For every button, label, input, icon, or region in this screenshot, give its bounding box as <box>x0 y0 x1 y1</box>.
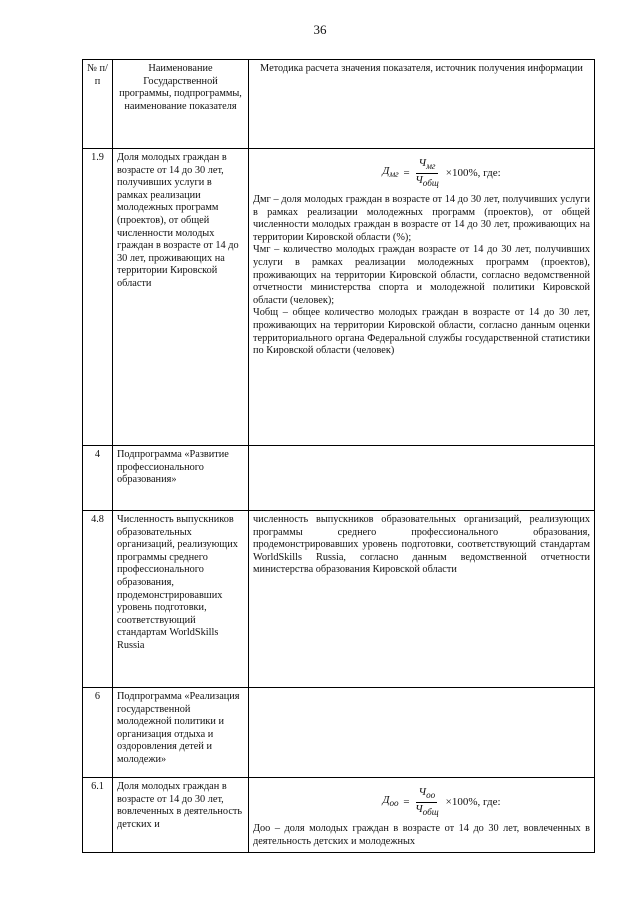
row-indicator-name: Доля молодых граждан в возрасте от 14 до 30 лет, вовлеченных в деятельность детских и <box>113 778 249 853</box>
row-method <box>249 778 595 853</box>
formula <box>293 787 590 817</box>
formula-rest: ×100%, где: <box>445 166 501 179</box>
table-row <box>83 511 595 688</box>
definition-paragraph: Чмг – количество молодых граждан возрасте от 14 до 30 лет, получивших услуги в рамках реализации молодежных программ (проектов), проживающих на территории Кировской области, согласно ведомственной отчетности министерства спорта и молодежной политики Кировской области (человек); <box>253 244 590 306</box>
row-indicator-name: Подпрограмма «Развитие профессионального образования» <box>113 446 249 511</box>
formula-lhs: $Д_{оо}$ <box>382 794 399 809</box>
formula-fraction: $\frac{Ч_{оо}}{Ч_{общ}}$ <box>415 786 439 817</box>
row-indicator-name: Подпрограмма «Реализация государственной молодежной политики и организация отдыха и оздоровления детей и молодежи» <box>113 688 249 778</box>
table-header-row <box>83 60 595 149</box>
row-method <box>249 688 595 778</box>
definition-paragraph: Чобщ – общее количество молодых граждан в возрасте от 14 до 30 лет, проживающих на территории Кировской области, согласно данным оценки территориального органа Федеральной службы государственной статистики по Кировской области (человек) <box>253 307 590 357</box>
row-method <box>249 149 595 446</box>
table-row <box>83 446 595 511</box>
formula-fraction: $\frac{Ч_{мг}}{Ч_{общ}}$ <box>415 157 439 188</box>
table-row <box>83 688 595 778</box>
header-number: № п/п <box>83 60 113 149</box>
formula-eq: = <box>402 166 411 179</box>
header-name: Наименование Государственной программы, подпрограммы, наименование показателя <box>113 60 249 149</box>
row-method <box>249 446 595 511</box>
indicator-table <box>82 59 595 853</box>
table-row <box>83 778 595 853</box>
row-number: 6 <box>83 688 113 778</box>
definition-paragraph: Доо – доля молодых граждан в возрасте от 14 до 30 лет, вовлеченных в деятельность детских и молодежных <box>253 823 590 847</box>
row-indicator-name: Доля молодых граждан в возрасте от 14 до 30 лет, получивших услуги в рамках реализации молодежных программ (проектов), от общей численности молодых граждан в возрасте от 14 до 30 лет, проживающих на территории Кировской области <box>113 149 249 446</box>
page-number: 36 <box>313 22 327 37</box>
row-number: 6.1 <box>83 778 113 853</box>
row-number: 1.9 <box>83 149 113 446</box>
formula <box>293 158 590 188</box>
row-indicator-name: Численность выпускников образовательных организаций, реализующих программы среднего профессионального образования, продемонстрировавших уровень подготовки, соответствующий стандартам WorldSkills Russia <box>113 511 249 688</box>
header-method: Методика расчета значения показателя, источник получения информации <box>249 60 595 149</box>
formula-lhs: $Д_{мг}$ <box>382 165 399 180</box>
formula-rest: ×100%, где: <box>445 795 501 808</box>
row-number: 4 <box>83 446 113 511</box>
row-number: 4.8 <box>83 511 113 688</box>
definition-paragraph: Дмг – доля молодых граждан в возрасте от 14 до 30 лет, получивших услуги в рамках реализации молодежных программ (проектов), от общей численности молодых граждан в возрасте от 14 до 30 лет, проживающих на территории Кировской области (%); <box>253 194 590 243</box>
formula-eq: = <box>402 795 411 808</box>
table-row <box>83 149 595 446</box>
row-method: численность выпускников образовательных организаций, реализующих программы среднего профессионального образования, продемонстрировавших уровень подготовки, соответствующий стандартам WorldSkills Russia, согласно данным ведомственной отчетности министерства образования Кировской области <box>249 511 595 688</box>
